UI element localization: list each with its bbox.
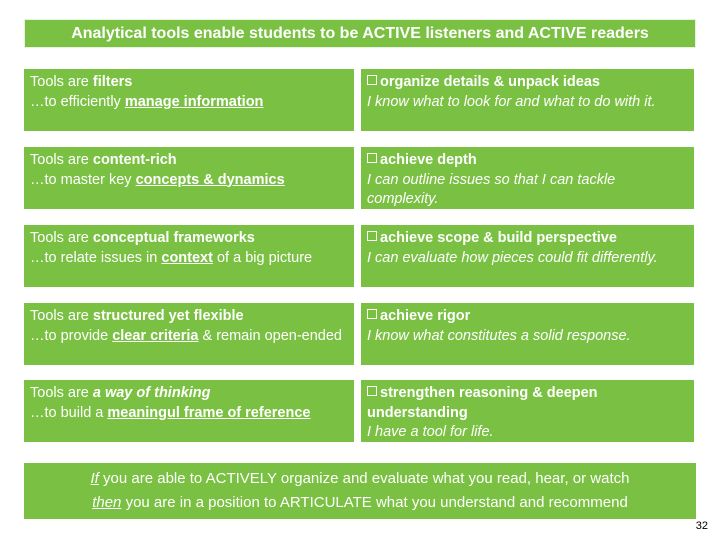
checkbox-icon xyxy=(367,386,377,396)
tool-row-3-statement: I can evaluate how pieces could fit differently. xyxy=(367,249,658,266)
tool-row-5-statement: I have a tool for life. xyxy=(367,424,494,440)
tool-row-4-line2-key: clear criteria xyxy=(112,327,199,344)
tool-row-2-line2-prefix: …to master key xyxy=(30,171,136,188)
tool-row-3-outcome xyxy=(361,225,694,287)
tool-row-1-line2-key: manage information xyxy=(124,93,264,110)
tool-row-2-heading: achieve depth xyxy=(380,152,477,168)
tool-row-3-line2-suffix: of a big picture xyxy=(212,249,313,266)
tool-row-4-description xyxy=(24,303,354,365)
summary-if: If xyxy=(90,470,99,487)
tool-row-5-line2-prefix: …to build a xyxy=(30,404,108,421)
tool-row-2-statement: I can outline issues so that I can tackle complexity. xyxy=(367,171,616,207)
tool-row-4-outcome xyxy=(361,303,694,365)
checkbox-icon xyxy=(367,153,377,163)
tool-row-1-line2-prefix: …to efficiently xyxy=(30,93,125,110)
tool-row-3-line2-key: context xyxy=(161,249,213,266)
tool-row-3-heading: achieve scope & build perspective xyxy=(380,230,617,246)
tool-row-2-key: content-rich xyxy=(92,152,177,168)
tool-row-5-heading: strengthen reasoning & deepen understanding xyxy=(367,385,598,421)
tool-row-4-line2-prefix: …to provide xyxy=(30,327,113,344)
tool-row-2-outcome xyxy=(361,147,694,209)
page-number: 32 xyxy=(695,520,708,532)
summary-line-2: you are in a position to ARTICULATE what you understand and recommend xyxy=(121,494,628,511)
summary-banner xyxy=(24,463,696,519)
checkbox-icon xyxy=(367,231,377,241)
tool-row-5-key: a way of thinking xyxy=(92,385,211,401)
slide-title: Analytical tools enable students to be ACTIVE listeners and ACTIVE readers xyxy=(24,19,696,48)
tool-row-2-prefix: Tools are xyxy=(30,152,93,168)
tool-row-1-prefix: Tools are xyxy=(30,74,93,90)
tool-row-4-statement: I know what constitutes a solid response. xyxy=(367,327,631,344)
tool-row-3-key: conceptual frameworks xyxy=(92,230,255,246)
tool-row-3-line2-prefix: …to relate issues in xyxy=(30,249,162,266)
tool-row-2-description xyxy=(24,147,354,209)
checkbox-icon xyxy=(367,309,377,319)
tool-row-1-key: filters xyxy=(92,74,133,90)
tool-row-4-line2-suffix: & remain open-ended xyxy=(198,327,342,344)
tool-row-5-prefix: Tools are xyxy=(30,385,93,401)
tool-row-4-prefix: Tools are xyxy=(30,308,93,324)
tool-row-5-line2-key: meaningul frame of reference xyxy=(107,404,311,421)
tool-row-3-description xyxy=(24,225,354,287)
tool-row-5-description xyxy=(24,380,354,442)
tool-row-1-outcome xyxy=(361,69,694,131)
tool-row-1-statement: I know what to look for and what to do with it. xyxy=(367,93,656,110)
summary-then: then xyxy=(92,494,122,511)
tool-row-4-key: structured yet flexible xyxy=(92,308,244,324)
tool-row-4-heading: achieve rigor xyxy=(380,308,471,324)
checkbox-icon xyxy=(367,75,377,85)
tool-row-1-description xyxy=(24,69,354,131)
tool-row-3-prefix: Tools are xyxy=(30,230,93,246)
tool-row-1-heading: organize details & unpack ideas xyxy=(380,74,600,90)
tool-row-5-outcome xyxy=(361,380,694,442)
tool-row-2-line2-key: concepts & dynamics xyxy=(135,171,285,188)
summary-line-1: you are able to ACTIVELY organize and evaluate what you read, hear, or watch xyxy=(98,470,630,487)
